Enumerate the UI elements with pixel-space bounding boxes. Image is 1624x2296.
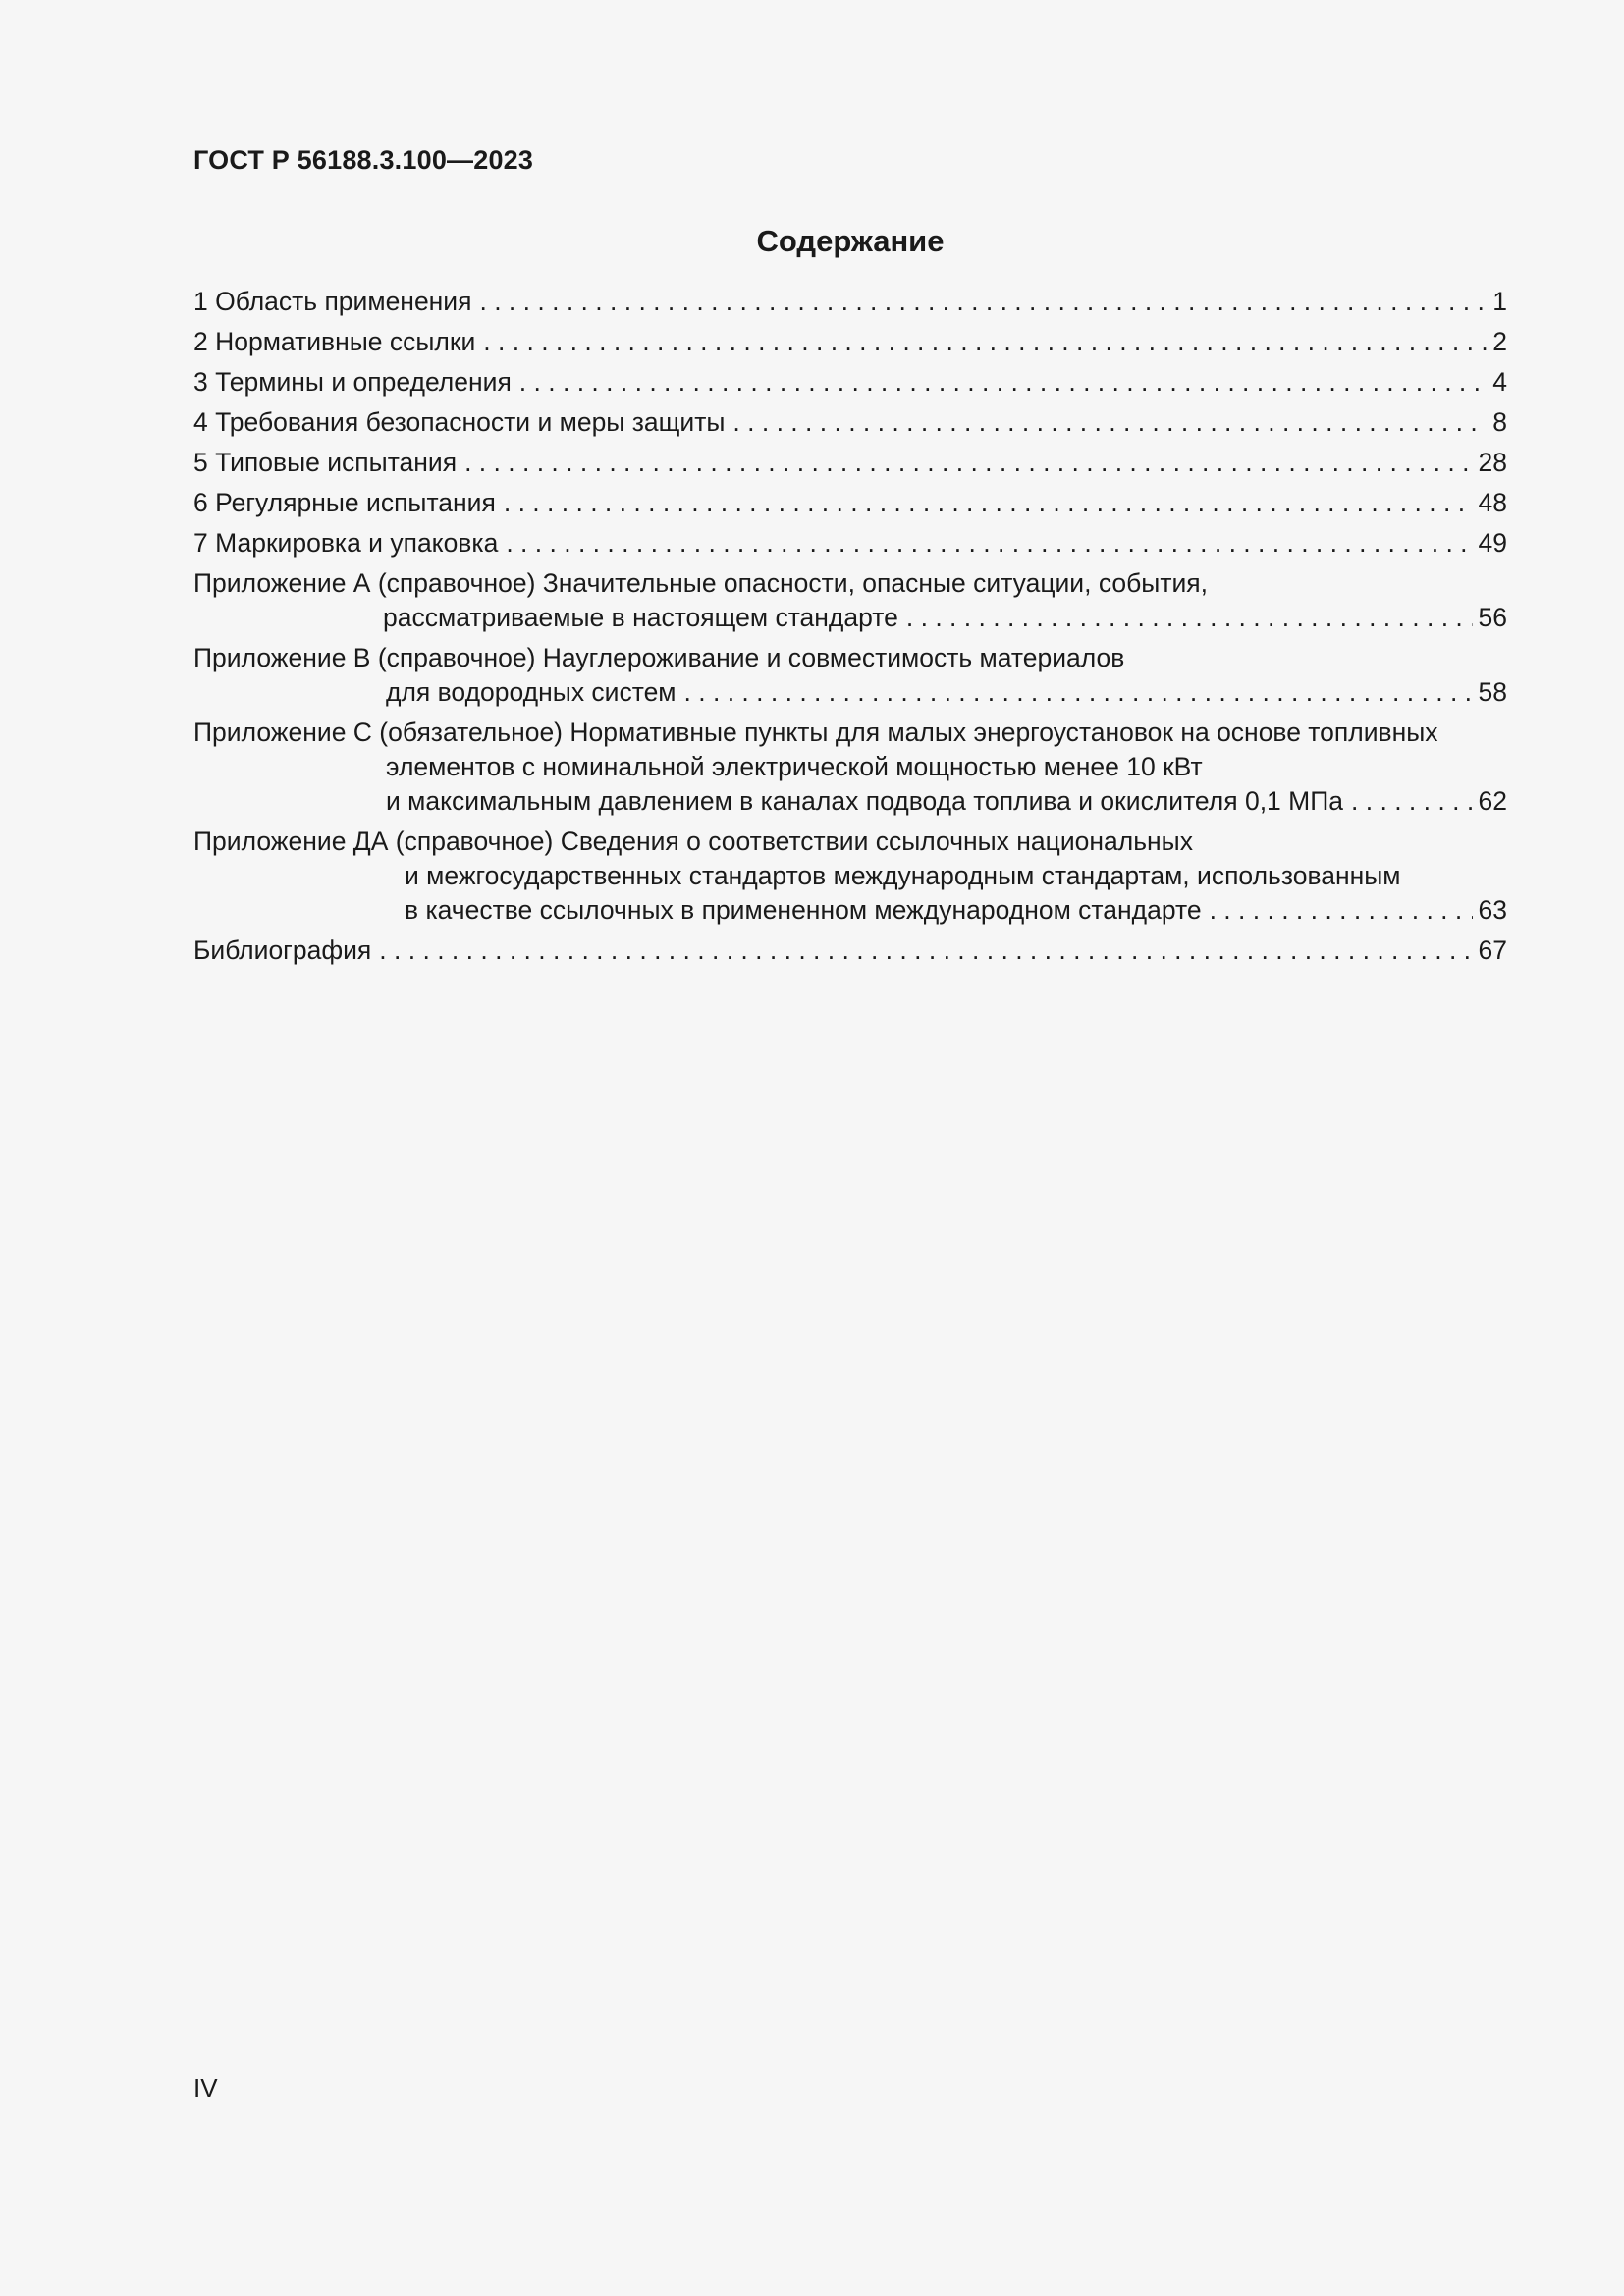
table-of-contents (193, 285, 1507, 974)
toc-entry-marking[interactable] (193, 526, 1507, 561)
toc-entry-text: Приложение А (справочное) Значительные опасности, опасные ситуации, события, (193, 568, 1208, 598)
toc-entry-text: 3 Термины и определения (193, 367, 512, 397)
toc-entry-text: 1 Область применения (193, 287, 472, 316)
page-number: IV (193, 2073, 218, 2103)
dot-leader (504, 486, 1473, 520)
dot-leader (732, 405, 1487, 440)
toc-entry-page: 58 (1478, 677, 1507, 707)
toc-entry-text: 2 Нормативные ссылки (193, 327, 476, 356)
toc-entry-bibliography[interactable] (193, 934, 1507, 968)
toc-entry-page: 1 (1492, 287, 1507, 316)
toc-entry-text: 7 Маркировка и упаковка (193, 528, 499, 558)
toc-entry-annex-a[interactable] (193, 566, 1507, 635)
toc-entry-routine-tests[interactable] (193, 486, 1507, 520)
toc-entry-text: 5 Типовые испытания (193, 448, 458, 477)
toc-entry-text: Приложение В (справочное) Науглероживание и совместимость материалов (193, 643, 1125, 672)
toc-entry-text: рассматриваемые в настоящем стандарте (383, 603, 898, 632)
toc-entry-type-tests[interactable] (193, 446, 1507, 480)
toc-entry-safety-requirements[interactable] (193, 405, 1507, 440)
toc-entry-annex-b[interactable] (193, 641, 1507, 710)
toc-entry-page: 63 (1478, 895, 1507, 925)
dot-leader (1351, 784, 1473, 819)
document-code: ГОСТ Р 56188.3.100—2023 (193, 145, 534, 175)
dot-leader (519, 365, 1487, 400)
toc-entry-terms[interactable] (193, 365, 1507, 400)
toc-title: Содержание (756, 224, 945, 258)
toc-entry-text: Приложение С (обязательное) Нормативные пункты для малых энергоустановок на основе топливных (193, 718, 1438, 747)
dot-leader (379, 934, 1472, 968)
dot-leader (479, 285, 1487, 319)
toc-entry-text: и межгосударственных стандартов международным стандартам, использованным (405, 861, 1401, 890)
dot-leader (906, 601, 1473, 635)
dot-leader (464, 446, 1472, 480)
toc-entry-page: 8 (1492, 407, 1507, 437)
toc-entry-page: 48 (1478, 488, 1507, 517)
toc-entry-normative-references[interactable] (193, 325, 1507, 359)
toc-entry-text: элементов с номинальной электрической мощностью менее 10 кВт (386, 752, 1203, 781)
toc-entry-annex-c[interactable] (193, 716, 1507, 819)
dot-leader (1210, 893, 1473, 928)
document-page (193, 0, 1507, 2296)
toc-entry-page: 4 (1492, 367, 1507, 397)
toc-entry-text: в качестве ссылочных в примененном международном стандарте (405, 895, 1202, 925)
toc-entry-annex-da[interactable] (193, 825, 1507, 928)
toc-entry-page: 2 (1492, 327, 1507, 356)
toc-entry-page: 49 (1478, 528, 1507, 558)
toc-entry-scope[interactable] (193, 285, 1507, 319)
toc-entry-page: 28 (1478, 448, 1507, 477)
toc-entry-text: Библиография (193, 935, 372, 965)
toc-entry-page: 56 (1478, 603, 1507, 632)
toc-entry-text: 6 Регулярные испытания (193, 488, 496, 517)
dot-leader (483, 325, 1487, 359)
toc-entry-text: для водородных систем (386, 677, 677, 707)
toc-entry-text: Приложение ДА (справочное) Сведения о соответствии ссылочных национальных (193, 827, 1193, 856)
toc-entry-text: 4 Требования безопасности и меры защиты (193, 407, 726, 437)
toc-entry-page: 67 (1478, 935, 1507, 965)
dot-leader (506, 526, 1472, 561)
toc-entry-page: 62 (1478, 786, 1507, 816)
toc-entry-text: и максимальным давлением в каналах подвода топлива и окислителя 0,1 МПа (386, 786, 1344, 816)
dot-leader (684, 675, 1473, 710)
